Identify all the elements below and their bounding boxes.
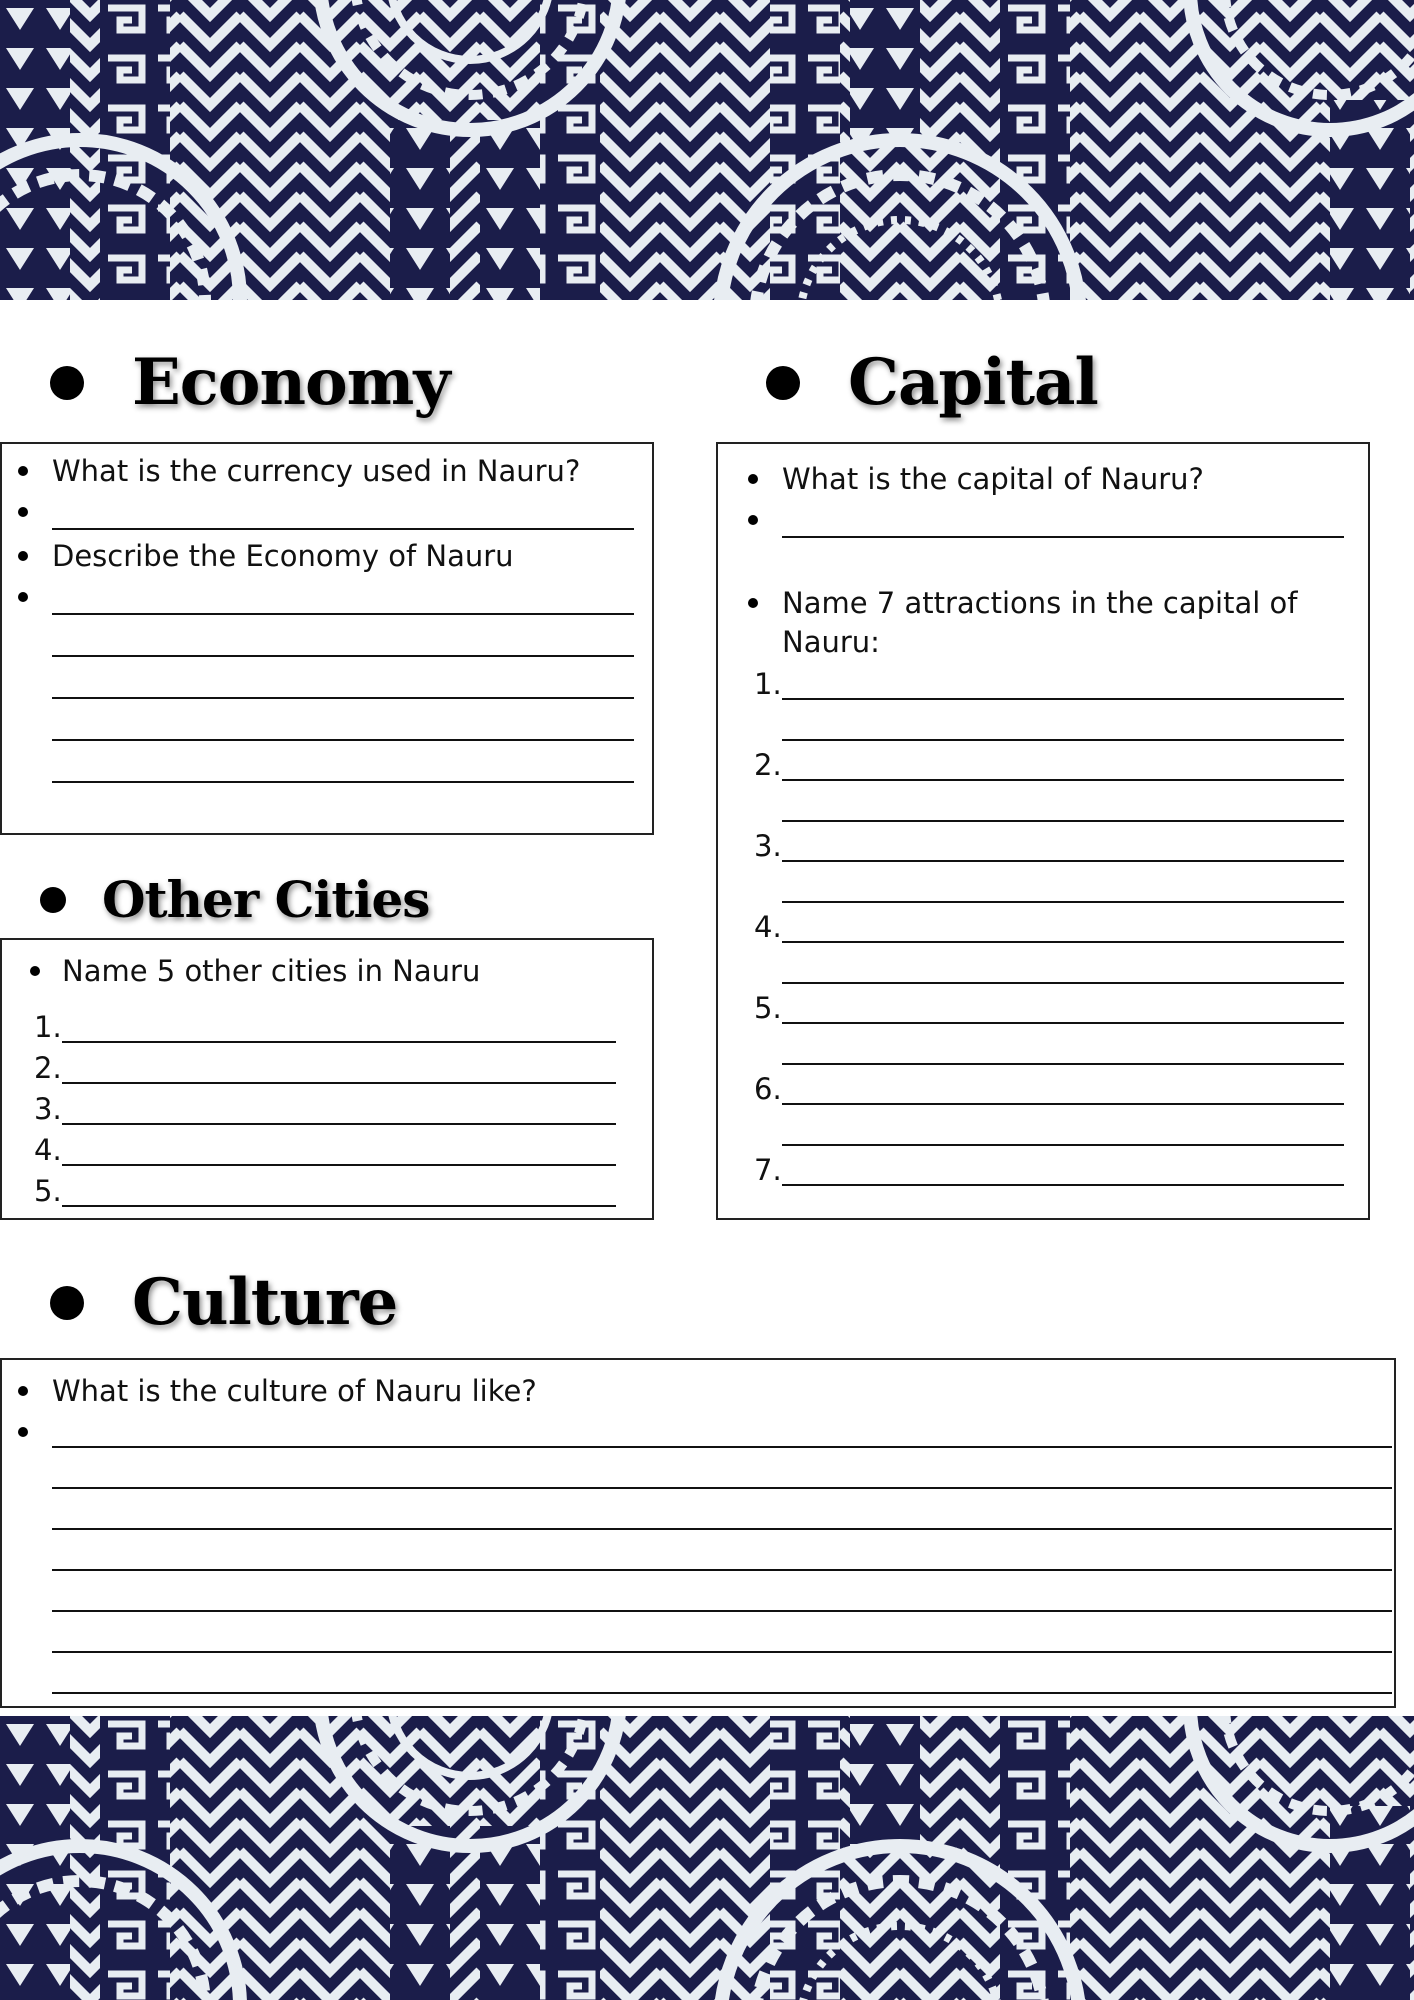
decorative-pattern-banner-bottom (0, 1716, 1414, 2000)
answer-line[interactable] (62, 1205, 616, 1207)
answer-line[interactable] (782, 982, 1344, 984)
answer-line[interactable] (62, 1123, 616, 1125)
capital-question-name: What is the capital of Nauru? (782, 462, 1204, 496)
answer-line[interactable] (62, 1164, 616, 1166)
list-number: 2. (34, 1051, 62, 1085)
list-bullet (30, 966, 40, 976)
answer-line[interactable] (782, 901, 1344, 903)
answer-line[interactable] (52, 781, 634, 783)
capital-box (716, 442, 1370, 1220)
other-cities-heading (40, 870, 429, 929)
answer-line[interactable] (782, 860, 1344, 862)
heading-bullet (50, 366, 84, 400)
capital-heading (766, 345, 1098, 420)
economy-question-describe: Describe the Economy of Nauru (52, 539, 514, 573)
list-number: 5. (754, 991, 782, 1025)
heading-bullet (50, 1286, 84, 1320)
answer-line[interactable] (52, 1692, 1392, 1694)
culture-heading (50, 1265, 397, 1340)
list-bullet (18, 551, 28, 561)
answer-line[interactable] (782, 698, 1344, 700)
culture-title: Culture (132, 1265, 398, 1340)
answer-line[interactable] (52, 739, 634, 741)
answer-line[interactable] (782, 1144, 1344, 1146)
answer-line[interactable] (782, 739, 1344, 741)
list-bullet (18, 507, 28, 517)
answer-line[interactable] (52, 1610, 1392, 1612)
answer-line[interactable] (52, 528, 634, 530)
other-cities-title: Other Cities (102, 870, 430, 929)
list-number: 1. (754, 667, 782, 701)
answer-line[interactable] (62, 1082, 616, 1084)
list-bullet (748, 598, 758, 608)
culture-question: What is the culture of Nauru like? (52, 1374, 537, 1408)
economy-title: Economy (132, 345, 450, 420)
list-bullet (748, 515, 758, 525)
capital-question-attractions: Name 7 attractions in the capital of (782, 586, 1298, 620)
answer-line[interactable] (52, 697, 634, 699)
heading-bullet (40, 887, 66, 913)
answer-line[interactable] (62, 1041, 616, 1043)
capital-question-attractions-cont: Nauru: (782, 625, 880, 659)
answer-line[interactable] (782, 1022, 1344, 1024)
answer-line[interactable] (782, 536, 1344, 538)
economy-heading (50, 345, 450, 420)
answer-line[interactable] (52, 1487, 1392, 1489)
list-number: 5. (34, 1174, 62, 1208)
answer-line[interactable] (52, 1651, 1392, 1653)
list-number: 1. (34, 1010, 62, 1044)
economy-box (0, 442, 654, 835)
capital-title: Capital (848, 345, 1098, 420)
decorative-pattern-banner-top (0, 0, 1414, 300)
answer-line[interactable] (52, 655, 634, 657)
answer-line[interactable] (52, 613, 634, 615)
other-cities-box (0, 938, 654, 1220)
list-number: 6. (754, 1072, 782, 1106)
answer-line[interactable] (782, 1184, 1344, 1186)
list-bullet (748, 474, 758, 484)
list-number: 2. (754, 748, 782, 782)
economy-question-currency: What is the currency used in Nauru? (52, 454, 581, 488)
answer-line[interactable] (782, 941, 1344, 943)
list-bullet (18, 466, 28, 476)
list-number: 3. (34, 1092, 62, 1126)
answer-line[interactable] (782, 1063, 1344, 1065)
answer-line[interactable] (52, 1569, 1392, 1571)
list-bullet (18, 592, 28, 602)
heading-bullet (766, 366, 800, 400)
list-bullet (18, 1386, 28, 1396)
other-cities-question: Name 5 other cities in Nauru (62, 954, 481, 988)
culture-box (0, 1358, 1396, 1708)
list-number: 7. (754, 1153, 782, 1187)
list-number: 4. (754, 910, 782, 944)
list-number: 4. (34, 1133, 62, 1167)
answer-line[interactable] (52, 1446, 1392, 1448)
answer-line[interactable] (782, 779, 1344, 781)
list-number: 3. (754, 829, 782, 863)
answer-line[interactable] (782, 1103, 1344, 1105)
answer-line[interactable] (782, 820, 1344, 822)
list-bullet (18, 1427, 28, 1437)
answer-line[interactable] (52, 1528, 1392, 1530)
